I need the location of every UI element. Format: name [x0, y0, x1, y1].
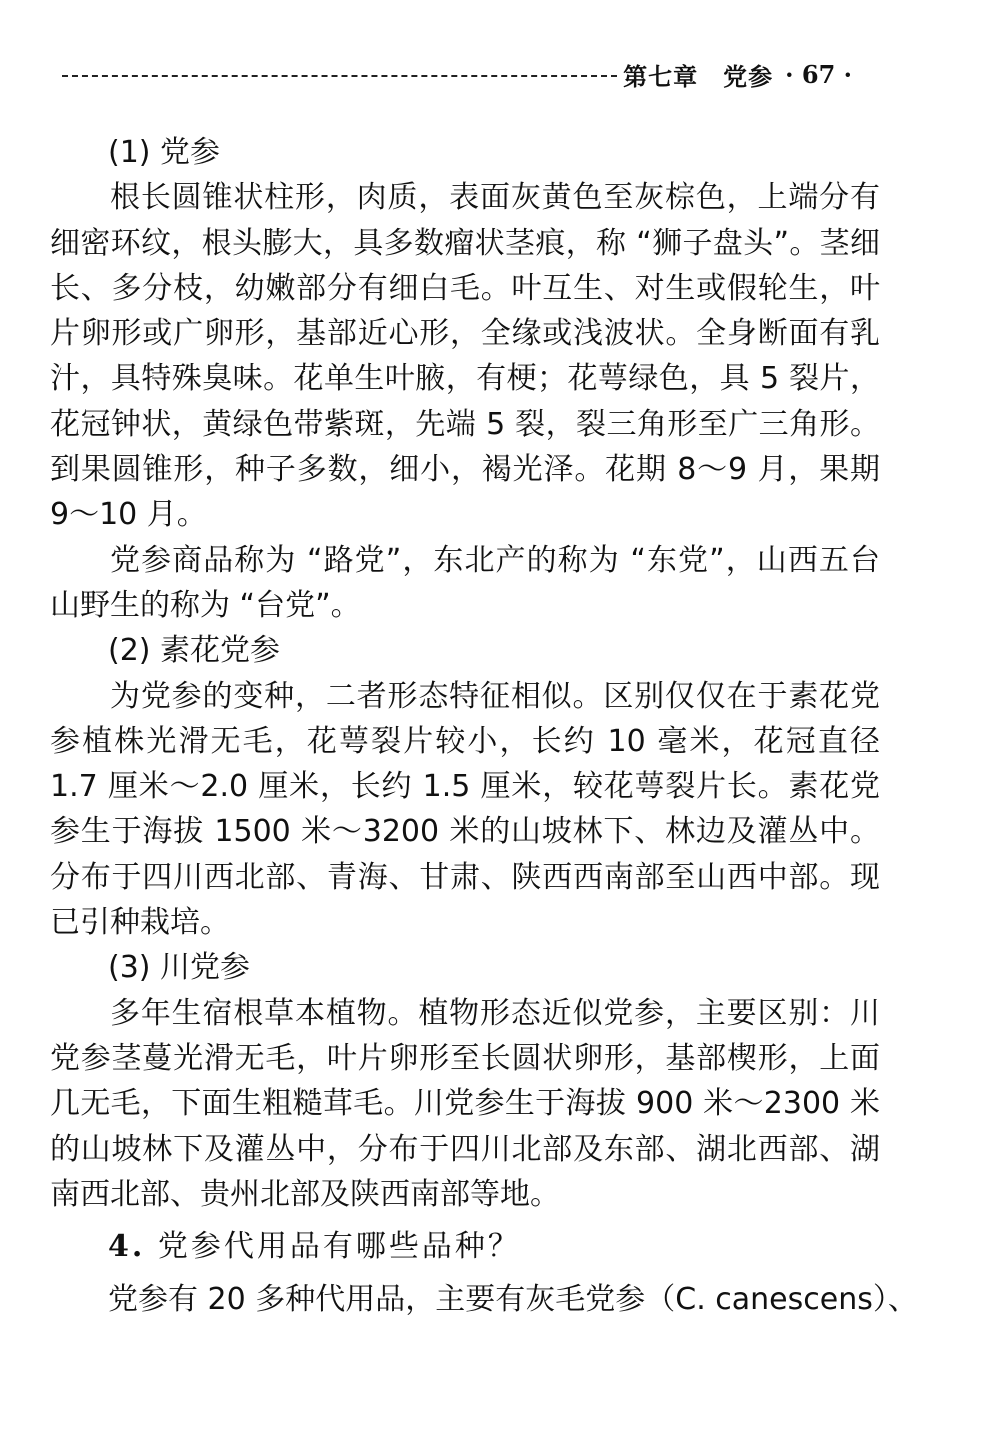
question-text: 党参代用品有哪些品种？ — [157, 1229, 521, 1265]
body-text — [50, 130, 918, 1322]
paragraph-dangshen-trade-names: 党参商品称为 “路党”，东北产的称为 “东党”，山西五台山野生的称为 “台党”。 — [50, 542, 880, 623]
paragraph-dangshen-description: 根长圆锥状柱形，肉质，表面灰黄色至灰棕色，上端分有细密环纹，根头膨大，具多数瘤状茎痕，称 “狮子盘头”。茎细长、多分枝，幼嫩部分有细白毛。叶互生、对生或假轮生，叶片卵形或广卵形，基部近心形，全缘或浅波状。全身断面有乳汁，具特殊臭味。花单生叶腋，有梗；花萼绿色，具 5 裂片，花冠钟状，黄绿色带紫斑，先端 5 裂，裂三角形至广三角形。到果圆锥形，种子多数，细小，褐光泽。花期 8～9 月，果期 9～10 月。 — [50, 180, 880, 533]
paragraph-chuan-dangshen: 多年生宿根草本植物。植物形态近似党参，主要区别：川党参茎蔓光滑无毛，叶片卵形至长圆状卵形，基部楔形，上面几无毛，下面生粗糙茸毛。川党参生于海拔 900 米～2300 米的山坡林下及灌丛中，分布于四川北部及东部、湖北西部、湖南西北部、贵州北部及陕西南部等地。 — [50, 995, 880, 1212]
page-number: · 67 · — [785, 59, 852, 89]
question-heading — [50, 1221, 880, 1273]
header-rule — [62, 75, 617, 77]
question-number: 4. — [108, 1229, 146, 1265]
chapter-title: 第七章 党参 — [623, 61, 774, 91]
section-heading-chuan-dangshen: (3) 川党参 — [108, 950, 251, 986]
paragraph-suhua-dangshen: 为党参的变种，二者形态特征相似。区别仅仅在于素花党参植株光滑无毛，花萼裂片较小，长约 10 毫米，花冠直径 1.7 厘米～2.0 厘米，长约 1.5 厘米，较花萼裂片长。素花党参生于海拔 1500 米～3200 米的山坡林下、林边及灌丛中。分布于四川西北部、青海、甘肃、陕西西南部至山西中部。现已引种栽培。 — [50, 678, 880, 941]
section-heading-suhua-dangshen: (2) 素花党参 — [108, 633, 281, 669]
answer-first-line: 党参有 20 多种代用品，主要有灰毛党参（C. canescens）、 — [108, 1282, 918, 1318]
running-head — [62, 56, 852, 92]
section-heading-dangshen: (1) 党参 — [108, 135, 221, 170]
